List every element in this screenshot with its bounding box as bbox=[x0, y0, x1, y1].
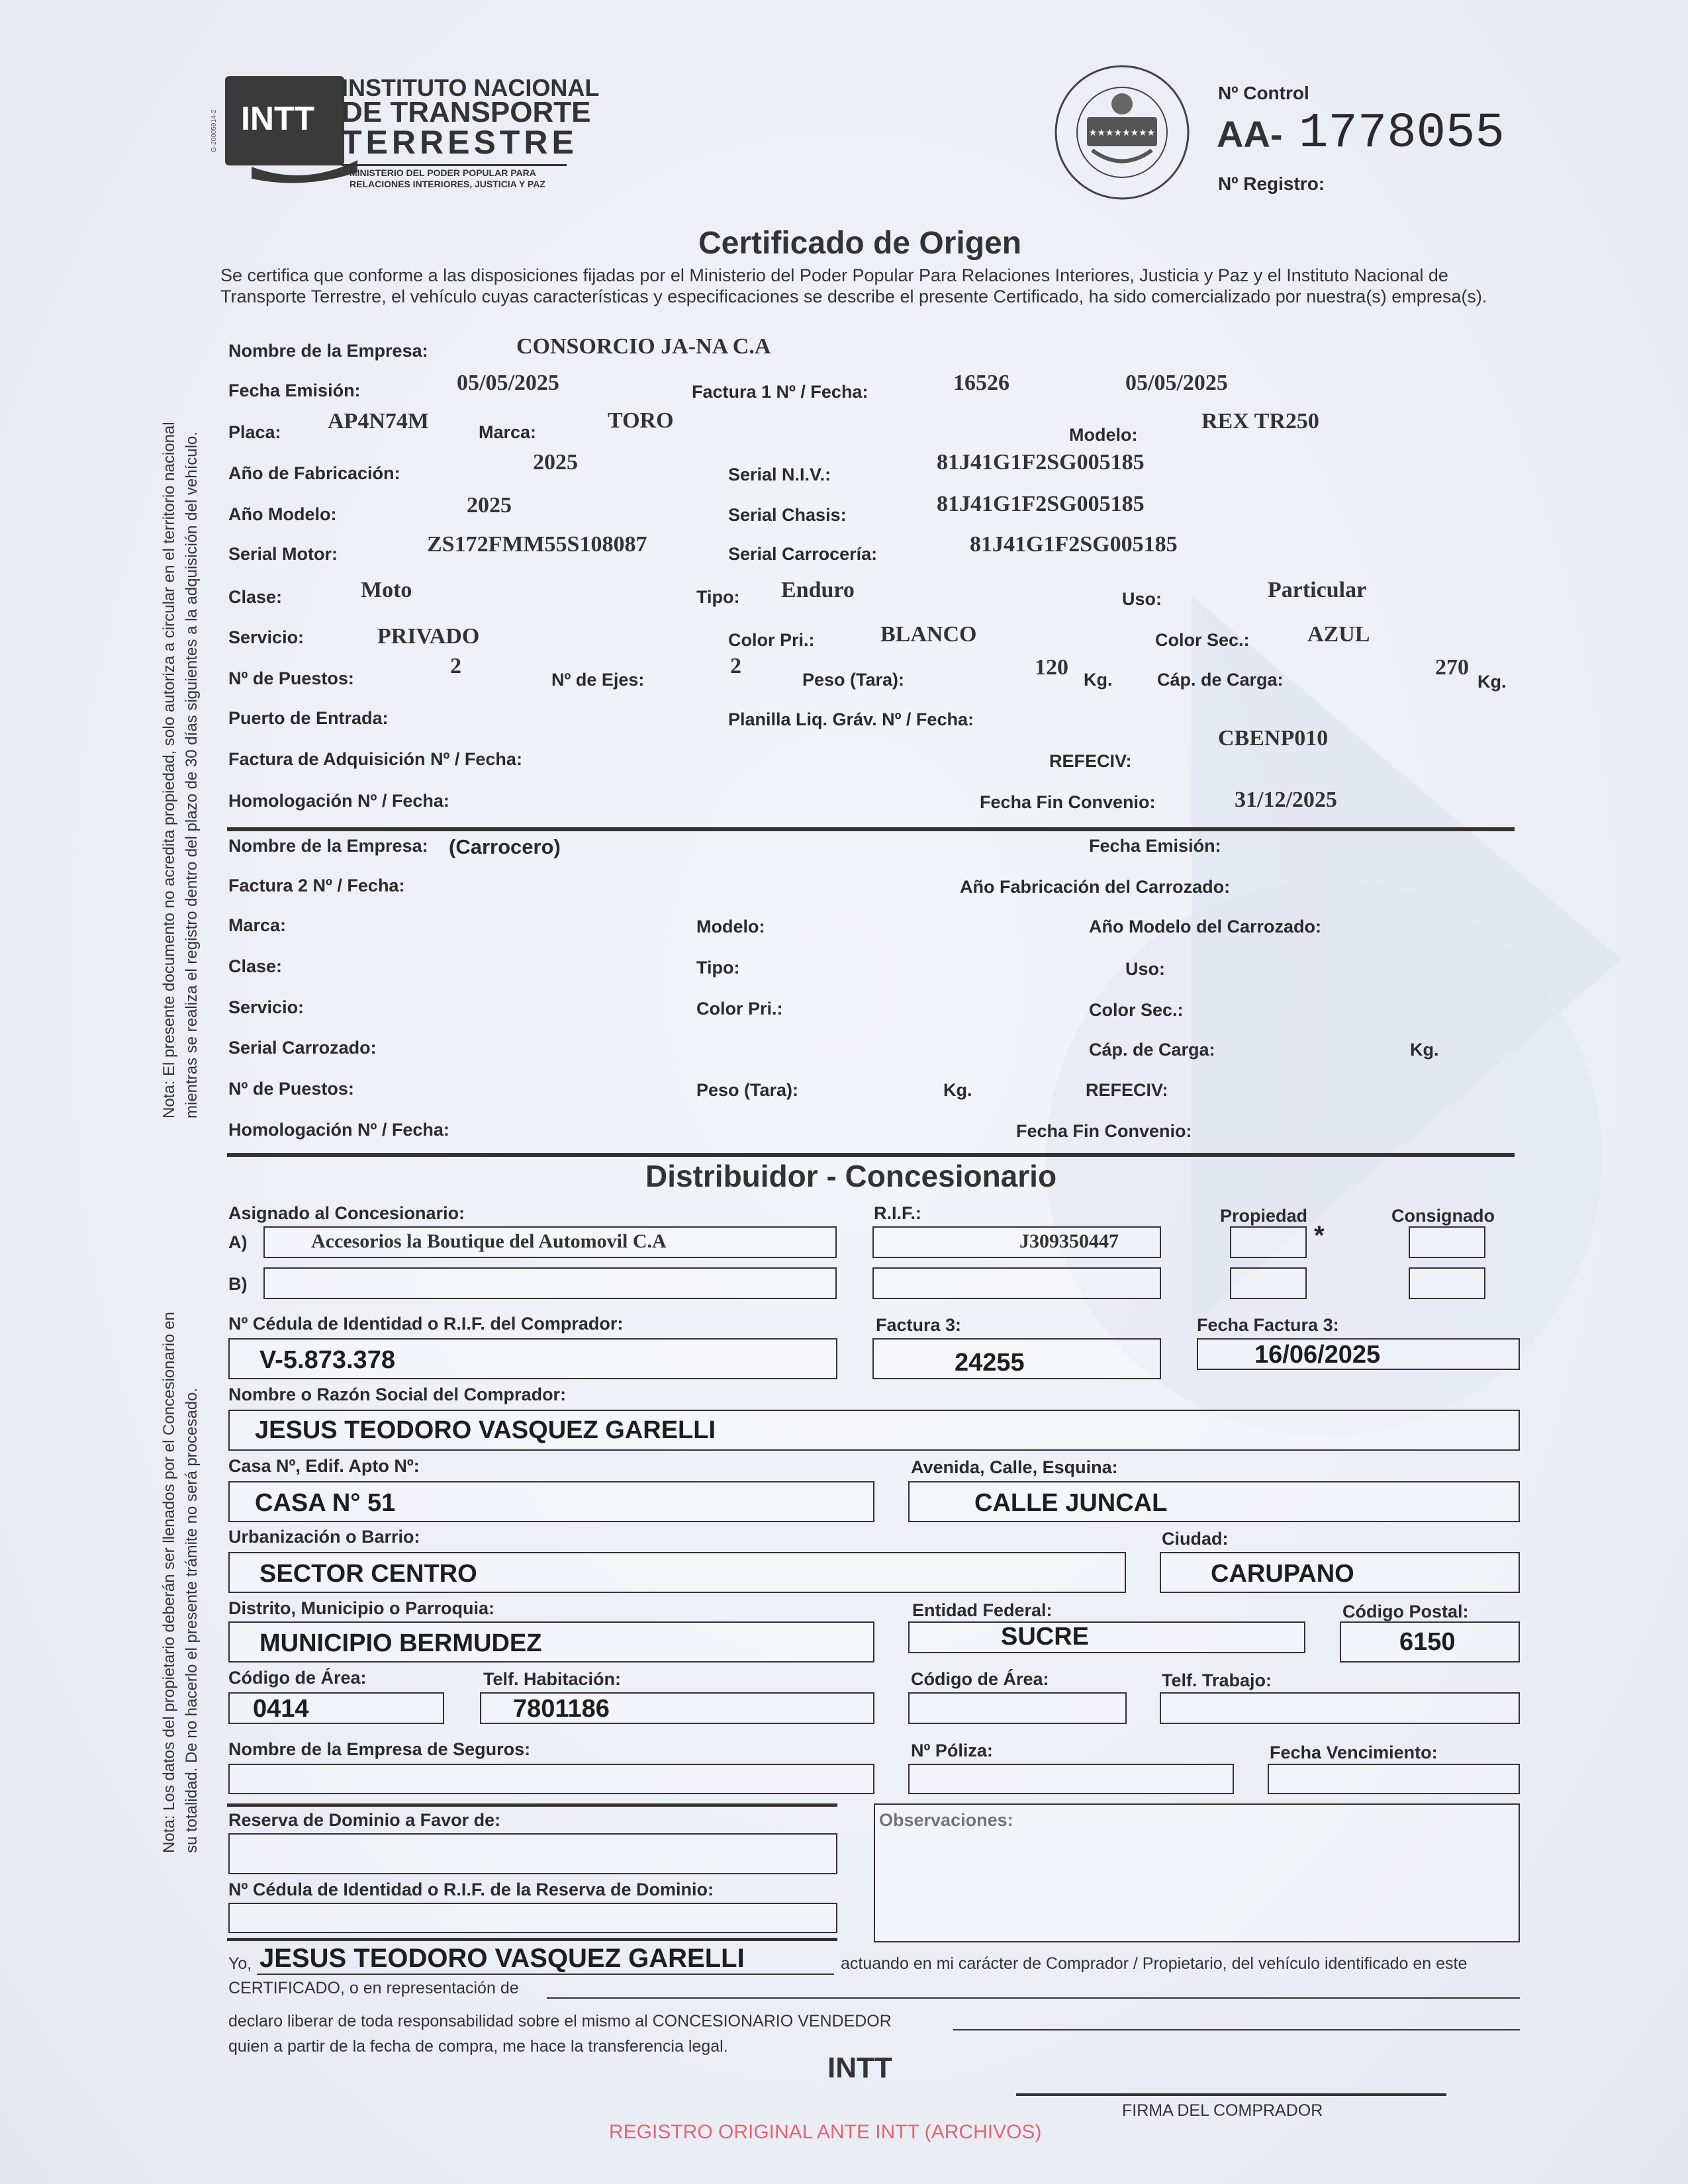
concesionario-b-field[interactable] bbox=[263, 1267, 837, 1299]
distribuidor-title: Distribuidor - Concesionario bbox=[645, 1159, 1057, 1193]
carrocero-refeciv-label: REFECIV: bbox=[1086, 1080, 1168, 1100]
observaciones-field[interactable] bbox=[874, 1803, 1520, 1942]
carrocero-marca-label: Marca: bbox=[228, 915, 287, 935]
clase-label: Clase: bbox=[228, 587, 283, 607]
decl-text1: actuando en mi carácter de Comprador / Propietario, del vehículo identificado en este bbox=[841, 1954, 1468, 1973]
ejes-label: Nº de Ejes: bbox=[551, 670, 645, 690]
serial-chasis-value: 81J41G1F2SG005185 bbox=[937, 492, 1145, 516]
section-divider-1 bbox=[227, 827, 1515, 831]
telf-trab-label: Telf. Trabajo: bbox=[1162, 1670, 1272, 1690]
carrocero-tipo-label: Tipo: bbox=[696, 958, 740, 978]
ministry-seal-icon bbox=[1053, 63, 1192, 202]
clase-value: Moto bbox=[361, 578, 412, 602]
peso-value: 120 bbox=[1035, 655, 1068, 680]
puerto-label: Puerto de Entrada: bbox=[228, 708, 389, 728]
carrocero-peso-unit: Kg. bbox=[943, 1080, 972, 1100]
carrocero-peso-label: Peso (Tara): bbox=[696, 1080, 799, 1100]
avenida-field[interactable] bbox=[908, 1481, 1520, 1522]
logo-divider bbox=[342, 164, 567, 166]
serial-motor-label: Serial Motor: bbox=[228, 544, 338, 564]
color-sec-value: AZUL bbox=[1307, 622, 1370, 647]
area2-label: Código de Área: bbox=[911, 1669, 1049, 1689]
rif-a-field[interactable] bbox=[872, 1226, 1161, 1258]
area-field[interactable] bbox=[228, 1692, 444, 1724]
anio-modelo-label: Año Modelo: bbox=[228, 504, 337, 524]
entidad-label: Entidad Federal: bbox=[912, 1600, 1053, 1620]
factura3-field[interactable] bbox=[872, 1338, 1161, 1379]
reserva-label: Reserva de Dominio a Favor de: bbox=[228, 1810, 501, 1830]
logo-line1: INSTITUTO NACIONAL bbox=[342, 74, 600, 101]
propiedad-a-checkbox[interactable] bbox=[1230, 1226, 1307, 1258]
factura2-label: Factura 2 Nº / Fecha: bbox=[228, 876, 405, 895]
carrocero-serial-label: Serial Carrozado: bbox=[228, 1038, 377, 1058]
registro-stamp: REGISTRO ORIGINAL ANTE INTT (ARCHIVOS) bbox=[609, 2121, 1042, 2143]
carrocero-cap-carga-label: Cáp. de Carga: bbox=[1089, 1040, 1215, 1060]
serial-motor-value: ZS172FMM55S108087 bbox=[427, 532, 647, 557]
carrocero-servicio-label: Servicio: bbox=[228, 997, 305, 1017]
poliza-label: Nº Póliza: bbox=[911, 1741, 993, 1760]
decl-vendedor-line[interactable] bbox=[953, 2029, 1520, 2030]
logo-abbr: INTT bbox=[241, 100, 315, 137]
cedula-field[interactable] bbox=[228, 1338, 837, 1379]
color-pri-label: Color Pri.: bbox=[728, 630, 815, 650]
firma-label: FIRMA DEL COMPRADOR bbox=[1122, 2101, 1323, 2120]
puestos-value: 2 bbox=[450, 654, 461, 678]
consignado-b-checkbox[interactable] bbox=[1409, 1267, 1485, 1299]
section-divider-2 bbox=[227, 1153, 1515, 1157]
factura1-label: Factura 1 Nº / Fecha: bbox=[692, 382, 868, 402]
peso-unit: Kg. bbox=[1084, 670, 1113, 690]
ciudad-field[interactable] bbox=[1160, 1552, 1520, 1593]
refeciv-label: REFECIV: bbox=[1049, 751, 1132, 771]
color-pri-value: BLANCO bbox=[880, 622, 977, 647]
seguros-field[interactable] bbox=[228, 1764, 874, 1794]
serial-carroceria-value: 81J41G1F2SG005185 bbox=[970, 532, 1178, 557]
planilla-label: Planilla Liq. Gráv. Nº / Fecha: bbox=[728, 709, 974, 729]
nombre-value: JESUS TEODORO VASQUEZ GARELLI bbox=[255, 1416, 716, 1444]
vertical-note-1-line1: Nota: El presente documento no acredita propiedad, solo autoriza a circular en el territorio nacional bbox=[160, 422, 178, 1118]
carrocero-fecha-fin-label: Fecha Fin Convenio: bbox=[1016, 1121, 1192, 1141]
carrocero-fecha-emision-label: Fecha Emisión: bbox=[1089, 836, 1221, 856]
casa-label: Casa Nº, Edif. Apto Nº: bbox=[228, 1456, 420, 1476]
postal-label: Código Postal: bbox=[1342, 1602, 1469, 1621]
color-sec-label: Color Sec.: bbox=[1155, 630, 1250, 650]
servicio-label: Servicio: bbox=[228, 627, 305, 647]
decl-nombre-line[interactable] bbox=[257, 1974, 834, 1975]
decl-text4: quien a partir de la fecha de compra, me hace la transferencia legal. bbox=[228, 2037, 728, 2056]
factura3-label: Factura 3: bbox=[876, 1315, 962, 1335]
carrocero-clase-label: Clase: bbox=[228, 956, 283, 976]
fecha-emision-label: Fecha Emisión: bbox=[228, 381, 361, 400]
anio-modelo-value: 2025 bbox=[467, 493, 512, 518]
row-b-label: B) bbox=[228, 1274, 248, 1294]
observaciones-label: Observaciones: bbox=[879, 1810, 1013, 1830]
carrocero-color-pri-label: Color Pri.: bbox=[696, 999, 783, 1019]
ministry-line2: RELACIONES INTERIORES, JUSTICIA Y PAZ bbox=[350, 179, 545, 189]
vertical-note-2-line1: Nota: Los datos del propietario deberán ser llenados por el Concesionario en bbox=[160, 1312, 178, 1853]
intt-logo-block bbox=[225, 76, 344, 165]
cap-carga-label: Cáp. de Carga: bbox=[1157, 670, 1284, 690]
control-number: 1778055 bbox=[1299, 106, 1505, 161]
factura1-date: 05/05/2025 bbox=[1125, 371, 1228, 395]
tipo-label: Tipo: bbox=[696, 587, 740, 607]
propiedad-asterisk: * bbox=[1314, 1221, 1325, 1250]
cedula-reserva-field[interactable] bbox=[228, 1903, 837, 1933]
carrocero-empresa-suffix: (Carrocero) bbox=[449, 835, 561, 858]
side-code: G-20005914-2 bbox=[211, 109, 218, 152]
svg-text:★★★★★★★★: ★★★★★★★★ bbox=[1088, 128, 1156, 138]
ejes-value: 2 bbox=[730, 654, 741, 678]
serial-carroceria-label: Serial Carrocería: bbox=[728, 544, 878, 564]
logo-line3: TERRESTRE bbox=[342, 124, 578, 161]
bottom-divider bbox=[227, 1938, 837, 1941]
avenida-label: Avenida, Calle, Esquina: bbox=[911, 1457, 1118, 1477]
decl-nombre: JESUS TEODORO VASQUEZ GARELLI bbox=[259, 1944, 745, 1973]
decl-text2: CERTIFICADO, o en representación de bbox=[228, 1979, 519, 1997]
poliza-field[interactable] bbox=[908, 1764, 1234, 1794]
control-label: Nº Control bbox=[1218, 83, 1309, 103]
telf-trab-field[interactable] bbox=[1160, 1692, 1520, 1724]
cedula-reserva-label: Nº Cédula de Identidad o R.I.F. de la Reserva de Dominio: bbox=[228, 1880, 714, 1899]
cap-carga-value: 270 bbox=[1435, 655, 1469, 680]
reserva-divider bbox=[227, 1803, 837, 1807]
firma-line[interactable] bbox=[1016, 2093, 1446, 2096]
intro-paragraph: Se certifica que conforme a las disposiciones fijadas por el Ministerio del Poder Popular Para Relaciones Interiores, Justicia y Paz y el Instituto Nacional de Transporte Terrestre, el vehículo cuyas características y especificaciones se describe el presente Certificado, ha sido comercializado por nuestra(s) empresa(s). bbox=[220, 265, 1487, 306]
fecha-factura3-label: Fecha Factura 3: bbox=[1197, 1315, 1339, 1335]
decl-representacion-line[interactable] bbox=[547, 1997, 1520, 1999]
telf-hab-value: 7801186 bbox=[513, 1695, 610, 1723]
fecha-factura3-field[interactable] bbox=[1197, 1338, 1520, 1370]
propiedad-b-checkbox[interactable] bbox=[1230, 1267, 1307, 1299]
area-label: Código de Área: bbox=[228, 1668, 367, 1688]
placa-value: AP4N74M bbox=[328, 409, 429, 433]
factura3-value: 24255 bbox=[955, 1349, 1025, 1377]
concesionario-a-field[interactable] bbox=[263, 1226, 837, 1258]
vertical-note-2-line2: su totalidad. De no hacerlo el presente trámite no será procesado. bbox=[183, 1387, 201, 1853]
anio-fab-label: Año de Fabricación: bbox=[228, 463, 400, 483]
registro-label: Nº Registro: bbox=[1218, 173, 1325, 194]
distrito-value: MUNICIPIO BERMUDEZ bbox=[259, 1629, 542, 1657]
puestos-label: Nº de Puestos: bbox=[228, 668, 354, 688]
modelo-value: REX TR250 bbox=[1201, 409, 1319, 433]
area-value: 0414 bbox=[253, 1695, 309, 1723]
anio-fab-value: 2025 bbox=[533, 450, 578, 475]
distrito-label: Distrito, Municipio o Parroquia: bbox=[228, 1598, 495, 1618]
servicio-value: PRIVADO bbox=[377, 624, 480, 649]
row-a-label: A) bbox=[228, 1232, 248, 1252]
seguros-label: Nombre de la Empresa de Seguros: bbox=[228, 1739, 531, 1759]
carrocero-puestos-label: Nº de Puestos: bbox=[228, 1079, 354, 1099]
ciudad-value: CARUPANO bbox=[1211, 1560, 1354, 1588]
entidad-field[interactable] bbox=[908, 1621, 1305, 1653]
empresa-value: CONSORCIO JA-NA C.A bbox=[516, 334, 771, 359]
factura1-number: 16526 bbox=[953, 371, 1009, 395]
avenida-value: CALLE JUNCAL bbox=[974, 1489, 1168, 1517]
ministry-line1: MINISTERIO DEL PODER POPULAR PARA bbox=[350, 167, 536, 178]
consignado-label: Consignado bbox=[1391, 1206, 1495, 1226]
urb-value: SECTOR CENTRO bbox=[259, 1560, 477, 1588]
ciudad-label: Ciudad: bbox=[1162, 1529, 1229, 1549]
area2-field[interactable] bbox=[908, 1692, 1127, 1724]
serial-niv-label: Serial N.I.V.: bbox=[728, 465, 831, 484]
peso-label: Peso (Tara): bbox=[802, 670, 905, 690]
asignado-label: Asignado al Concesionario: bbox=[228, 1203, 465, 1223]
urb-field[interactable] bbox=[228, 1552, 1126, 1593]
vencimiento-field[interactable] bbox=[1268, 1764, 1520, 1794]
page-title: Certificado de Origen bbox=[698, 226, 1022, 261]
consignado-a-checkbox[interactable] bbox=[1409, 1226, 1485, 1258]
decl-yo: Yo, bbox=[228, 1954, 252, 1973]
concesionario-a-value: Accesorios la Boutique del Automovil C.A bbox=[311, 1230, 667, 1252]
casa-value: CASA N° 51 bbox=[255, 1489, 396, 1517]
entidad-value: SUCRE bbox=[1001, 1623, 1090, 1651]
fecha-fin-label: Fecha Fin Convenio: bbox=[980, 792, 1156, 812]
rif-label: R.I.F.: bbox=[874, 1203, 921, 1223]
fecha-emision-value: 05/05/2025 bbox=[457, 371, 559, 395]
placa-label: Placa: bbox=[228, 422, 281, 442]
modelo-label: Modelo: bbox=[1069, 425, 1138, 445]
refeciv-value: CBENP010 bbox=[1218, 726, 1329, 751]
postal-field[interactable] bbox=[1340, 1621, 1520, 1662]
cap-carga-unit: Kg. bbox=[1477, 672, 1507, 692]
carrocero-homologacion-label: Homologación Nº / Fecha: bbox=[228, 1120, 449, 1140]
urb-label: Urbanización o Barrio: bbox=[228, 1527, 420, 1547]
decl-text3: declaro liberar de toda responsabilidad sobre el mismo al CONCESIONARIO VENDEDOR bbox=[228, 2012, 892, 2030]
carrocero-anio-fab-label: Año Fabricación del Carrozado: bbox=[960, 877, 1231, 897]
uso-label: Uso: bbox=[1122, 589, 1162, 609]
footer-intt: INTT bbox=[827, 2052, 892, 2084]
nombre-label: Nombre o Razón Social del Comprador: bbox=[228, 1385, 567, 1404]
empresa-label: Nombre de la Empresa: bbox=[228, 341, 428, 361]
reserva-field[interactable] bbox=[228, 1833, 837, 1874]
casa-field[interactable] bbox=[228, 1481, 874, 1522]
tipo-value: Enduro bbox=[781, 578, 855, 602]
vencimiento-label: Fecha Vencimiento: bbox=[1270, 1743, 1438, 1762]
fecha-fin-value: 31/12/2025 bbox=[1235, 788, 1337, 812]
rif-b-field[interactable] bbox=[872, 1267, 1161, 1299]
cedula-label: Nº Cédula de Identidad o R.I.F. del Comprador: bbox=[228, 1314, 624, 1334]
rif-a-value: J309350447 bbox=[1019, 1230, 1119, 1252]
carrocero-uso-label: Uso: bbox=[1125, 959, 1165, 979]
telf-hab-field[interactable] bbox=[480, 1692, 874, 1724]
distrito-field[interactable] bbox=[228, 1621, 874, 1662]
serial-niv-value: 81J41G1F2SG005185 bbox=[937, 450, 1145, 475]
carrocero-color-sec-label: Color Sec.: bbox=[1089, 1000, 1184, 1020]
factura-adq-label: Factura de Adquisición Nº / Fecha: bbox=[228, 749, 522, 769]
fecha-factura3-value: 16/06/2025 bbox=[1254, 1341, 1381, 1369]
logo-line2: DE TRANSPORTE bbox=[342, 96, 591, 128]
carrocero-anio-modelo-label: Año Modelo del Carrozado: bbox=[1089, 917, 1321, 936]
cedula-value: V-5.873.378 bbox=[259, 1346, 395, 1374]
serial-chasis-label: Serial Chasis: bbox=[728, 505, 847, 525]
vertical-note-1-line2: mientras se realiza el registro dentro del plazo de 30 días siguientes a la adquisición del vehículo. bbox=[183, 432, 201, 1118]
carrocero-modelo-label: Modelo: bbox=[696, 917, 765, 936]
postal-value: 6150 bbox=[1399, 1628, 1456, 1656]
marca-value: TORO bbox=[608, 408, 674, 433]
homologacion-label: Homologación Nº / Fecha: bbox=[228, 791, 449, 811]
uso-value: Particular bbox=[1268, 578, 1367, 602]
control-prefix: AA- bbox=[1217, 113, 1283, 155]
carrocero-empresa-label: Nombre de la Empresa: bbox=[228, 836, 428, 856]
carrocero-cap-carga-unit: Kg. bbox=[1410, 1040, 1439, 1060]
marca-label: Marca: bbox=[479, 422, 537, 442]
nombre-field[interactable] bbox=[228, 1410, 1520, 1451]
telf-hab-label: Telf. Habitación: bbox=[483, 1669, 622, 1689]
propiedad-label: Propiedad bbox=[1220, 1206, 1308, 1226]
